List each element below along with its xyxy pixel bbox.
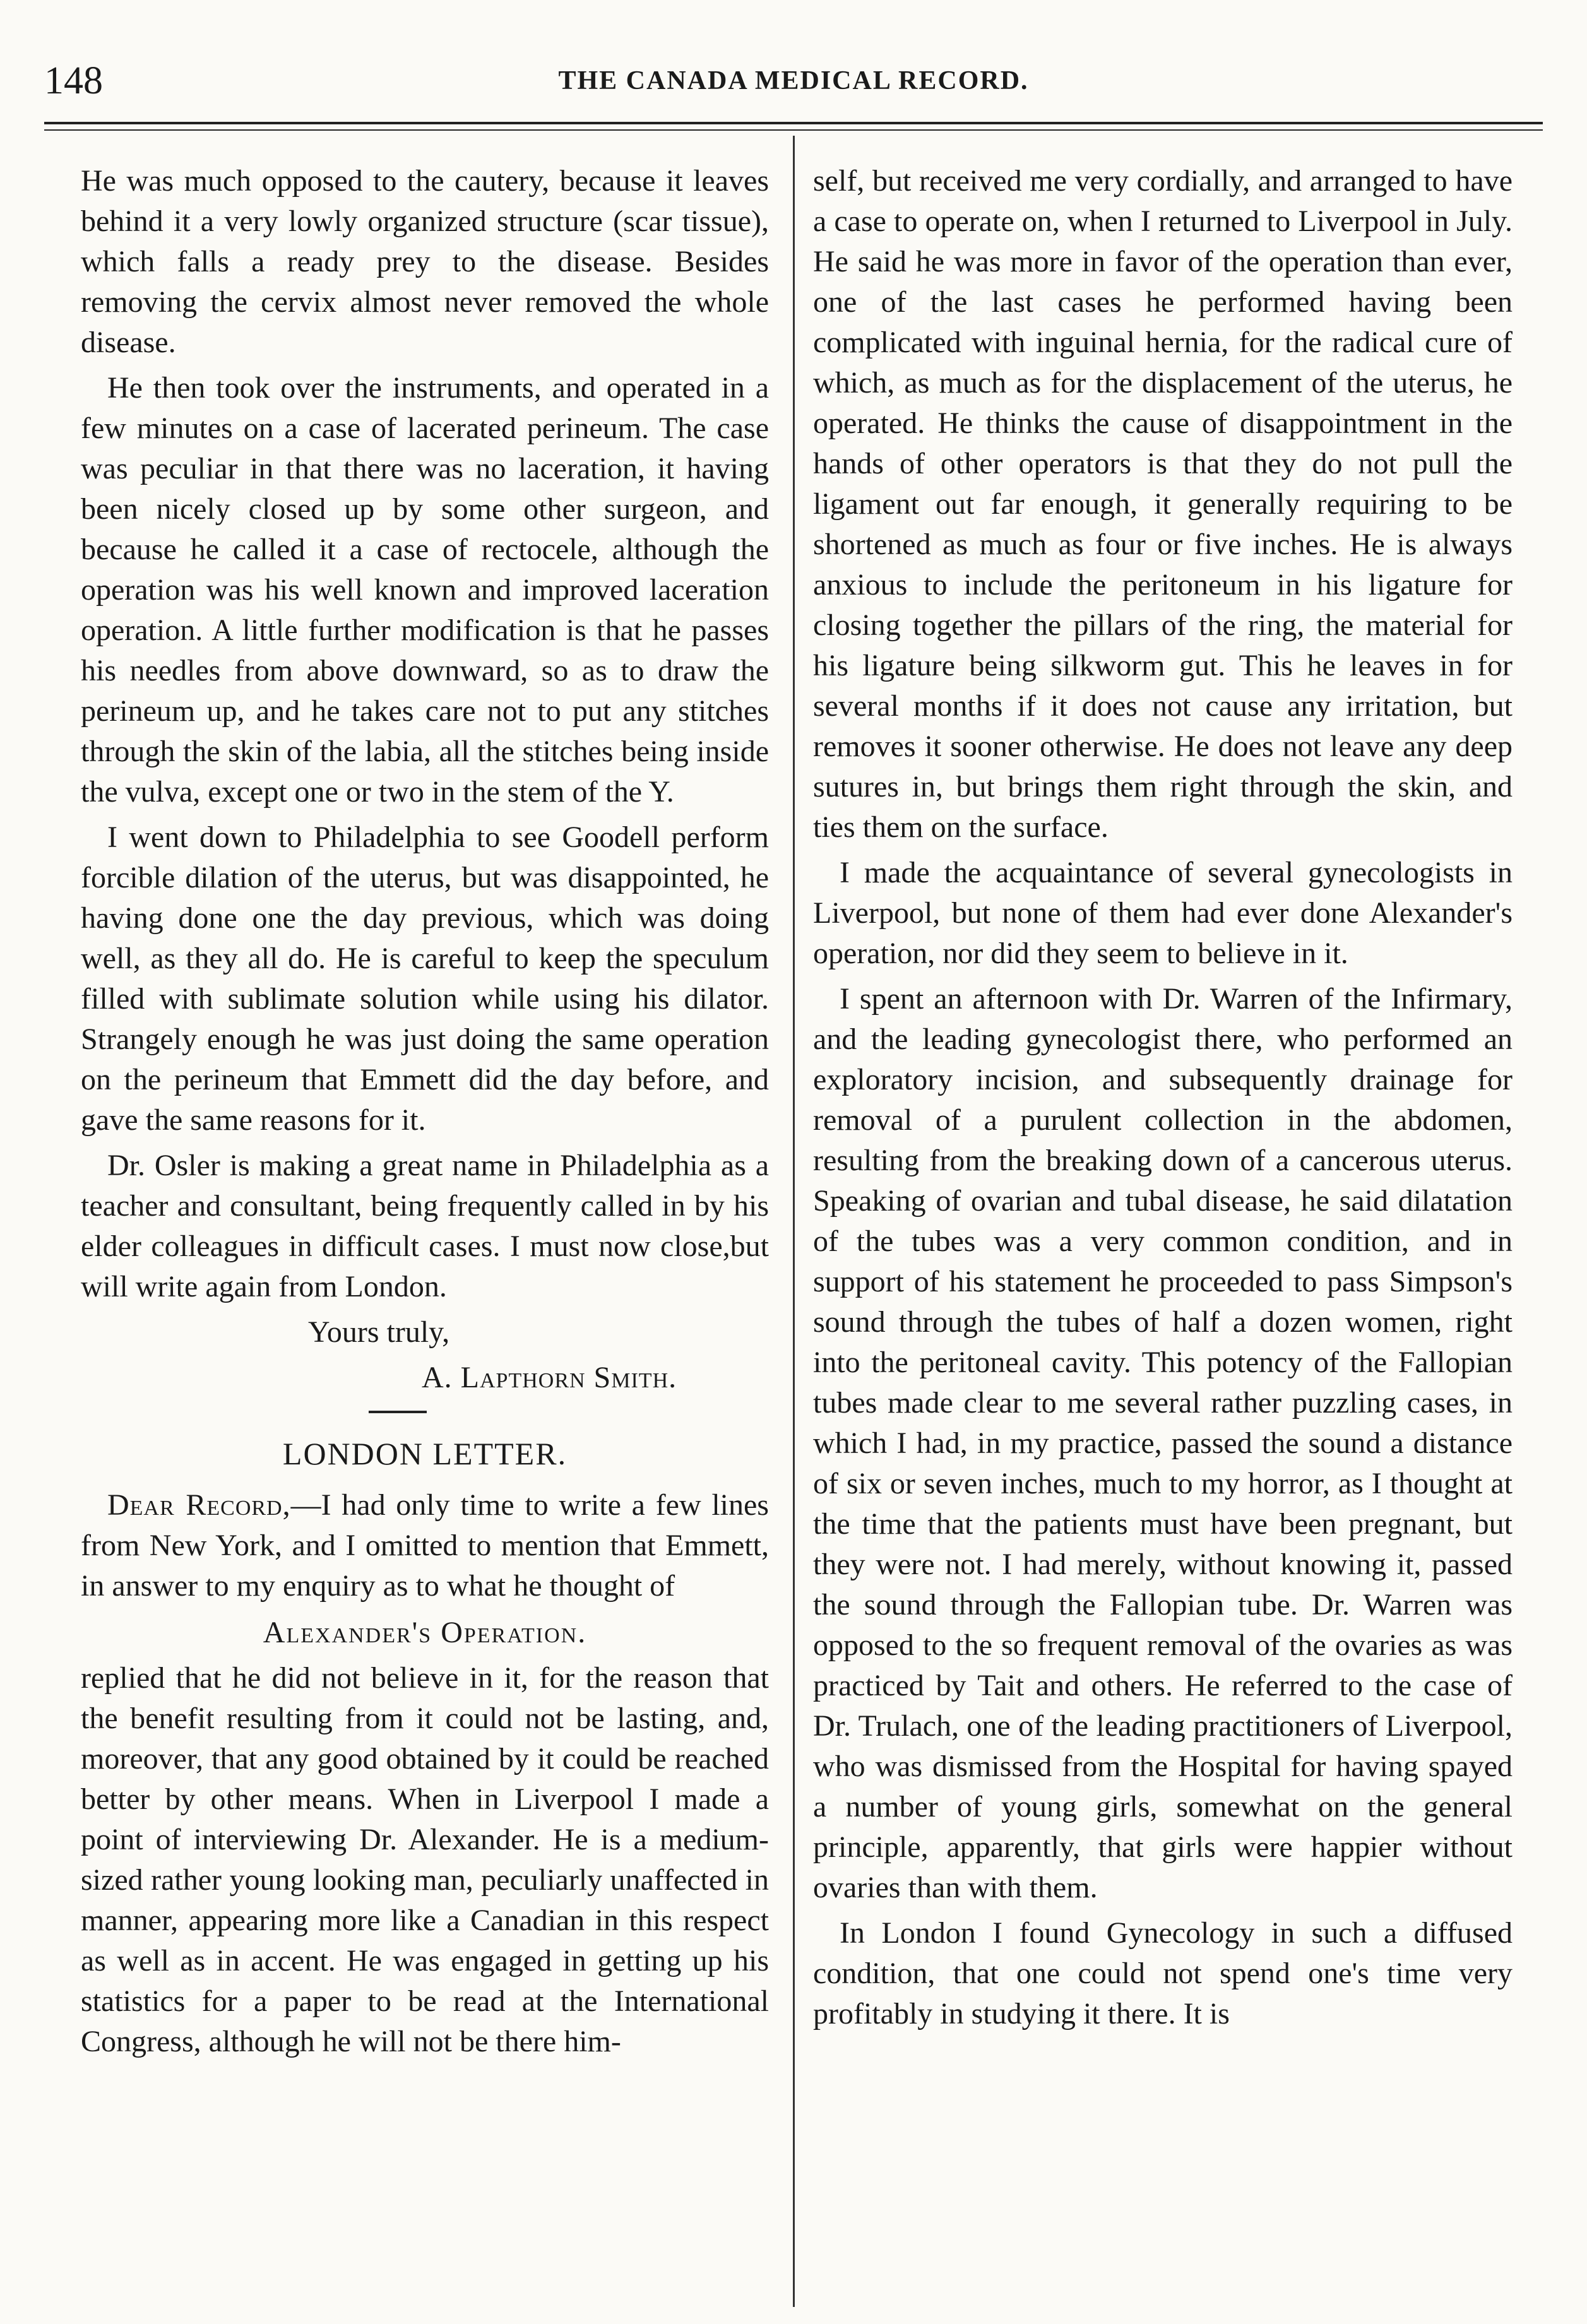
paragraph: I went down to Philadelphia to see Goodell perform forcible dilation of the uterus, but was disappointed, he having done one the day previous, which was doing well, as they all do. He is careful to keep the speculum filled with sublimate solution while using his dilator. Strangely enough he was just doing the same operation on the perineum that Emmett did the day before, and gave the same reasons for it. — [81, 821, 769, 1137]
paragraph: replied that he did not believe in it, for the reason that the benefit resulting from it could not be lasting, and, moreover, that any good obtained by it could be reached better by other means. When in Liverpool I made a point of interviewing Dr. Alexander. He is a medium-sized rather young looking man, peculiarly unaffected in manner, appearing more like a Canadian in this respect as well as in accent. He was engaged in getting up his statistics for a paper to be read at the International Congress, although he will not be there him- — [81, 1661, 769, 2058]
sub-heading: Alexander's Operation. — [263, 1616, 587, 1649]
letter-closing — [81, 1312, 769, 1398]
section-separator — [369, 1411, 427, 1413]
salutation: Dear Record, — [107, 1488, 291, 1522]
header-rule-thick — [44, 122, 1543, 124]
header-rule-thin — [44, 129, 1543, 131]
journal-title: THE CANADA MEDICAL RECORD. — [558, 66, 1029, 95]
page-header — [44, 56, 1543, 106]
paragraph: Dr. Osler is making a great name in Philadelphia as a teacher and consultant, being frequently called in by his elder colleagues in difficult cases. I must now close,but will write again from London. — [81, 1149, 769, 1303]
page-number: 148 — [44, 59, 103, 102]
paragraph — [81, 1485, 769, 1606]
left-column — [81, 161, 769, 2067]
paragraph: He then took over the instruments, and operated in a few minutes on a case of lacerated perineum. The case was peculiar in that there was no laceration, it having been nicely closed up by some other surgeon, and because he called it a case of rectocele, although the operation was his well known and improved laceration operation. A little further modification is that he passes his needles from above downward, so as to draw the perineum up, and he takes care not to put any stitches through the skin of the labia, all the stitches being inside the vulva, except one or two in the stem of the Y. — [81, 371, 769, 809]
signature: A. Lapthorn Smith. — [422, 1361, 677, 1394]
paragraph: I spent an afternoon with Dr. Warren of the Infirmary, and the leading gynecologist there, who performed an exploratory incision, and subsequently drainage for removal of a purulent collection in the abdomen, resulting from the breaking down of a cancerous uterus. Speaking of ovarian and tubal disease, he said dilatation of the tubes was a very common condition, and in support of his statement he proceeded to pass Simpson's sound through the tubes of half a dozen women, right into the peritoneal cavity. This potency of the Fallopian tubes made clear to me several rather puzzling cases, in which I had, in my practice, passed the sound a distance of six or seven inches, much to my horror, as I thought at the time that the patients must have been pregnant, but they were not. I had merely, without knowing it, passed the sound through the Fallopian tube. Dr. Warren was opposed to the so frequent removal of the ovaries as was practiced by Tait and others. He referred to the case of Dr. Trulach, one of the leading practitioners of Liverpool, who was dismissed from the Hospital for having spayed a number of young girls, somewhat on the general principle, apparently, that girls were happier without ovaries than with them. — [813, 982, 1513, 1904]
closing-salutation: Yours truly, — [308, 1315, 450, 1349]
column-divider — [793, 136, 795, 2307]
paragraph: In London I found Gynecology in such a diffused condition, that one could not spend one's time very profitably in studying it there. It is — [813, 1916, 1513, 2031]
paragraph: self, but received me very cordially, and arranged to have a case to operate on, when I returned to Liverpool in July. He said he was more in favor of the operation than ever, one of the last cases he performed having been complicated with inguinal hernia, for the radical cure of which, as much as for the displacement of the uterus, he operated. He thinks the cause of disappointment in the hands of other operators is that they do not pull the ligament out far enough, it generally requiring to be shortened as much as four or five inches. He is always anxious to include the peritoneum in his ligature for closing together the pillars of the ring, the material for his ligature being silkworm gut. This he leaves in for several months if it does not cause any irritation, but removes it sooner otherwise. He does not leave any deep sutures in, but brings them right through the skin, and ties them on the surface. — [813, 164, 1513, 844]
right-column — [813, 161, 1513, 2039]
paragraph: I made the acquaintance of several gynecologists in Liverpool, but none of them had ever done Alexander's operation, nor did they seem to believe in it. — [813, 856, 1513, 970]
section-title: LONDON LETTER. — [282, 1436, 568, 1471]
paragraph-text: —I had only time to write a few lines from New York, and I omitted to mention that Emmett, in answer to my enquiry as to what he thought of — [81, 1488, 769, 1603]
paragraph: He was much opposed to the cautery, because it leaves behind it a very lowly organized structure (scar tissue), which falls a ready prey to the disease. Besides removing the cervix almost never removed the whole disease. — [81, 164, 769, 359]
